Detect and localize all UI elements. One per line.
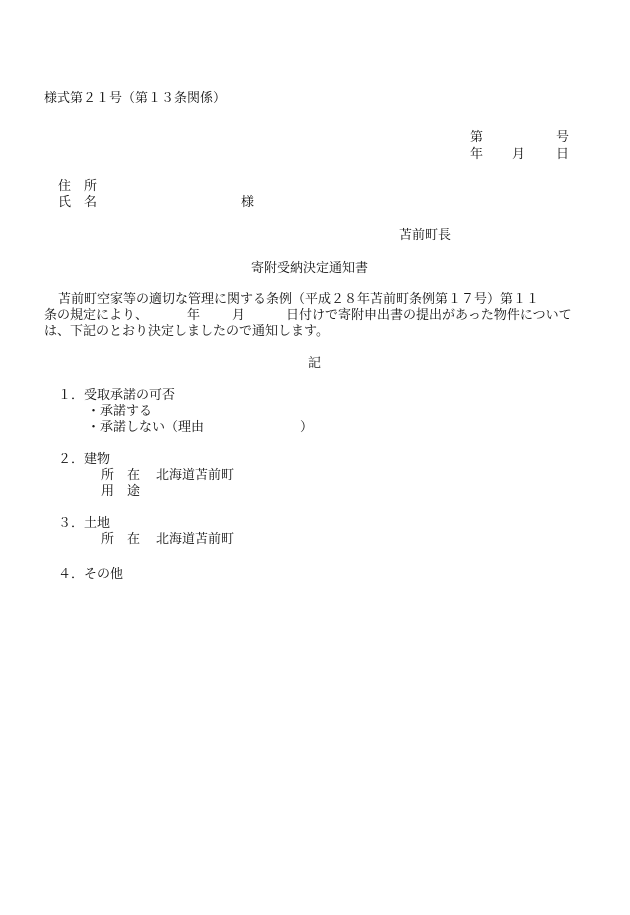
form-number: 様式第２１号（第１３条関係）	[44, 91, 227, 106]
body-line-2-year: 年	[187, 308, 201, 323]
item-1-heading: １．受取承諾の可否	[58, 388, 176, 403]
issuer: 苫前町長	[399, 228, 452, 243]
doc-number-suffix: 号	[556, 130, 570, 145]
doc-date-year: 年	[470, 147, 484, 162]
name-label: 氏 名	[58, 195, 98, 210]
item-2-use-label: 用 途	[101, 484, 141, 499]
body-line-2-pre: 条の規定により、	[44, 308, 149, 323]
honorific: 様	[241, 195, 255, 210]
item-3-heading: ３．土地	[58, 516, 111, 531]
item-2-location-value: 北海道苫前町	[156, 468, 235, 483]
item-1-option-accept: ・承諾する	[87, 404, 153, 419]
body-line-2-month: 月	[232, 308, 246, 323]
body-line-3: は、下記のとおり決定しましたので通知します。	[44, 324, 329, 339]
item-4-heading: ４．その他	[58, 567, 124, 582]
body-line-1: 苫前町空家等の適切な管理に関する条例（平成２８年苫前町条例第１７号）第１１	[58, 292, 540, 307]
item-3-location-label: 所 在	[101, 532, 141, 547]
address-label: 住 所	[58, 179, 98, 194]
doc-date-month: 月	[512, 147, 526, 162]
item-2-location-label: 所 在	[101, 468, 141, 483]
item-1-option-decline: ・承諾しない（理由	[87, 420, 205, 435]
item-1-option-decline-close: ）	[300, 420, 314, 435]
body-line-2-post: 日付けで寄附申出書の提出があった物件について	[286, 308, 572, 323]
item-2-heading: ２．建物	[58, 452, 111, 467]
doc-number-prefix: 第	[470, 130, 484, 145]
document-title: 寄附受納決定通知書	[251, 261, 369, 276]
item-3-location-value: 北海道苫前町	[156, 532, 235, 547]
ki-heading: 記	[308, 356, 322, 371]
doc-date-day: 日	[556, 147, 570, 162]
